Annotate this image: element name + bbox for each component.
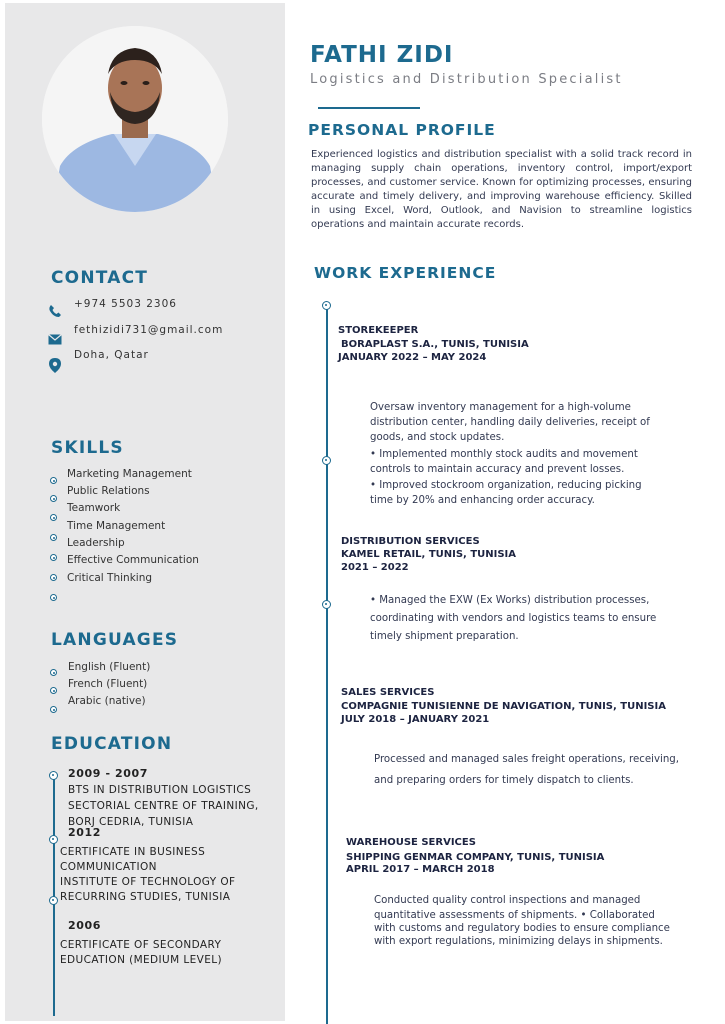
job-title: SALES SERVICES xyxy=(341,687,435,698)
job-dates: JANUARY 2022 – MAY 2024 xyxy=(338,352,487,363)
job-company: COMPAGNIE TUNISIENNE DE NAVIGATION, TUNIS, TUNISIA xyxy=(341,701,666,712)
job-description-line: with customs and regulatory bodies to ensure compliance xyxy=(374,923,670,934)
job-description-line: goods, and stock updates. xyxy=(370,432,505,443)
profile-heading: PERSONAL PROFILE xyxy=(308,121,496,139)
language-bullet-icon xyxy=(50,687,57,694)
job-description-line: coordinating with vendors and logistics teams to ensure xyxy=(370,613,657,624)
language-item: English (Fluent) xyxy=(68,661,151,673)
education-year: 2006 xyxy=(68,919,102,932)
education-timeline-dot-icon xyxy=(49,835,58,844)
skills-heading: SKILLS xyxy=(51,438,124,458)
experience-timeline-line xyxy=(326,304,328,1024)
skill-item: Leadership xyxy=(67,537,125,549)
education-year: 2012 xyxy=(68,826,102,839)
education-line: EDUCATION (MEDIUM LEVEL) xyxy=(60,954,222,966)
education-timeline-dot-icon xyxy=(49,896,58,905)
job-company: KAMEL RETAIL, TUNIS, TUNISIA xyxy=(341,549,517,560)
job-description-line: with export regulations, minimizing delays in shipments. xyxy=(374,936,663,947)
education-heading: EDUCATION xyxy=(51,734,173,754)
job-dates: 2021 – 2022 xyxy=(341,562,409,573)
experience-heading: WORK EXPERIENCE xyxy=(314,264,497,282)
location-pin-icon xyxy=(49,358,61,373)
contact-heading: CONTACT xyxy=(51,268,149,288)
skill-item: Critical Thinking xyxy=(67,572,153,584)
job-title: STOREKEEPER xyxy=(338,325,419,336)
candidate-role: Logistics and Distribution Specialist xyxy=(310,72,623,87)
language-bullet-icon xyxy=(50,669,57,676)
skill-bullet-icon xyxy=(50,495,57,502)
skill-item: Teamwork xyxy=(67,502,121,514)
education-timeline-dot-icon xyxy=(49,771,58,780)
job-dates: JULY 2018 – JANUARY 2021 xyxy=(341,714,490,725)
candidate-name: FATHI ZIDI xyxy=(310,42,454,68)
job-description-line: Conducted quality control inspections and managed xyxy=(374,895,641,906)
person-photo-icon xyxy=(42,26,228,212)
skill-item: Marketing Management xyxy=(67,468,192,480)
skill-item: Time Management xyxy=(67,520,166,532)
language-item: French (Fluent) xyxy=(68,678,148,690)
education-line: INSTITUTE OF TECHNOLOGY OF xyxy=(60,876,236,888)
job-description-line: controls to maintain accuracy and prevent losses. xyxy=(370,464,625,475)
job-description-line: • Implemented monthly stock audits and movement xyxy=(370,449,638,460)
education-line: SECTORIAL CENTRE OF TRAINING, xyxy=(68,800,259,812)
languages-heading: LANGUAGES xyxy=(51,630,179,650)
skill-bullet-icon xyxy=(50,534,57,541)
job-dates: APRIL 2017 – MARCH 2018 xyxy=(346,864,495,875)
education-timeline-line xyxy=(53,772,55,1016)
education-line: COMMUNICATION xyxy=(60,861,157,873)
phone-text: +974 5503 2306 xyxy=(74,298,177,310)
education-line: BORJ CEDRIA, TUNISIA xyxy=(68,816,194,828)
language-bullet-icon xyxy=(50,706,57,713)
skill-item: Public Relations xyxy=(67,485,150,497)
education-line: BTS IN DISTRIBUTION LOGISTICS xyxy=(68,784,252,796)
job-description-line: distribution center, handling daily deliveries, receipt of xyxy=(370,417,650,428)
job-description-line: quantitative assessments of shipments. • Collaborated xyxy=(374,910,655,921)
education-line: CERTIFICATE OF SECONDARY xyxy=(60,939,222,951)
job-description-line: Oversaw inventory management for a high-volume xyxy=(370,402,631,413)
experience-timeline-dot-icon xyxy=(322,456,331,465)
skill-bullet-icon xyxy=(50,574,57,581)
job-description-line: time by 20% and enhancing order accuracy. xyxy=(370,495,595,506)
job-title: WAREHOUSE SERVICES xyxy=(346,837,476,848)
education-line: CERTIFICATE IN BUSINESS xyxy=(60,846,206,858)
profile-text: Experienced logistics and distribution specialist with a solid track record in managing supply chain operations, inventory control, import/export processes, and customer service. Known for optimizing processes, ensuring accurate and timely delivery, and improving warehouse efficiency. Skilled in using Excel, Word, Outlook, and Navision to streamline logistics operations and maintain accurate records. xyxy=(311,149,692,230)
skill-item: Effective Communication xyxy=(67,554,199,566)
profile-photo xyxy=(42,26,228,212)
location-text: Doha, Qatar xyxy=(74,349,149,361)
header-divider xyxy=(318,107,420,109)
experience-timeline-dot-icon xyxy=(322,301,331,310)
job-title: DISTRIBUTION SERVICES xyxy=(341,536,480,547)
skill-bullet-icon xyxy=(50,477,57,484)
language-item: Arabic (native) xyxy=(68,695,146,707)
skill-bullet-icon xyxy=(50,514,57,521)
job-company: SHIPPING GENMAR COMPANY, TUNIS, TUNISIA xyxy=(346,852,605,863)
job-description-line: • Managed the EXW (Ex Works) distribution processes, xyxy=(370,595,650,606)
education-line: RECURRING STUDIES, TUNISIA xyxy=(60,891,231,903)
job-description-line: • Improved stockroom organization, reducing picking xyxy=(370,480,642,491)
email-icon xyxy=(48,334,62,345)
job-description-line: timely shipment preparation. xyxy=(370,631,519,642)
job-description-line: Processed and managed sales freight operations, receiving, xyxy=(374,754,679,765)
experience-timeline-dot-icon xyxy=(322,600,331,609)
job-description-line: and preparing orders for timely dispatch to clients. xyxy=(374,775,634,786)
phone-icon xyxy=(48,304,62,318)
skill-bullet-icon xyxy=(50,594,57,601)
skill-bullet-icon xyxy=(50,554,57,561)
education-year: 2009 - 2007 xyxy=(68,767,149,780)
job-company: BORAPLAST S.A., TUNIS, TUNISIA xyxy=(341,339,529,350)
email-text: fethizidi731@gmail.com xyxy=(74,324,224,336)
